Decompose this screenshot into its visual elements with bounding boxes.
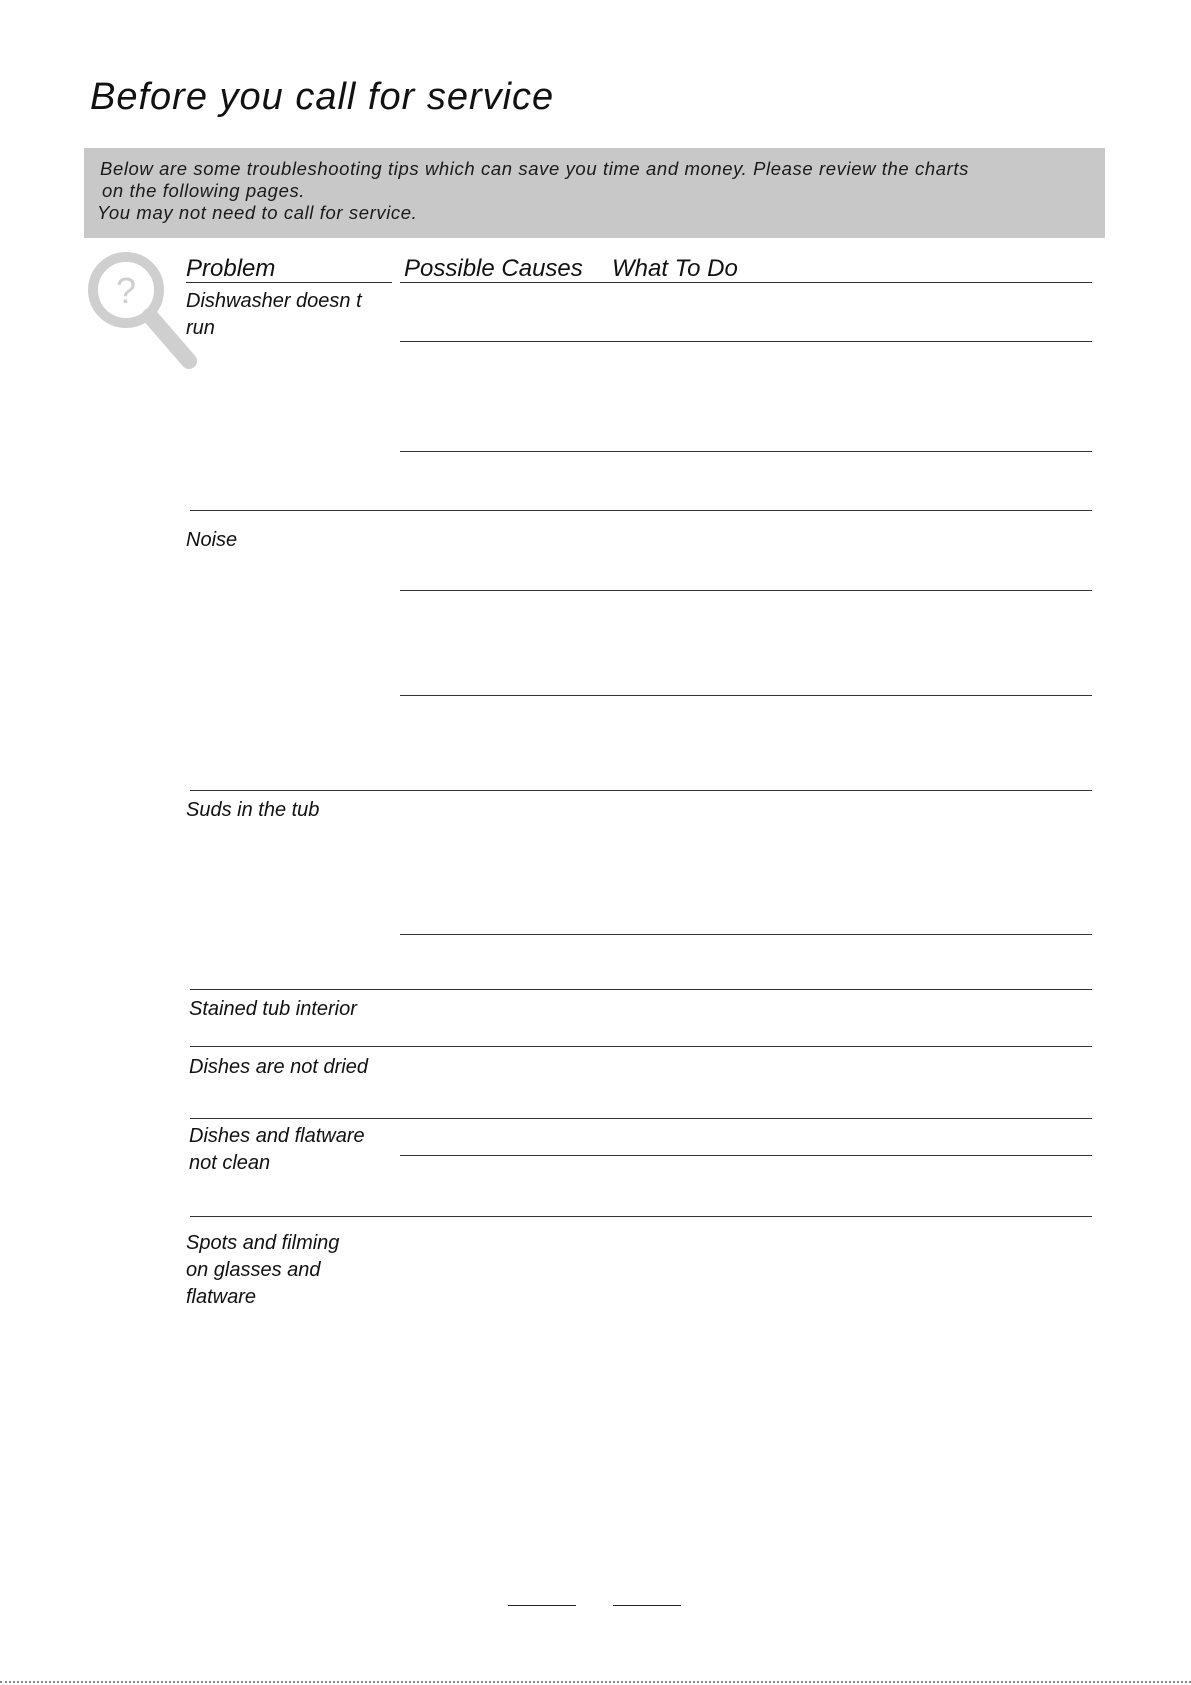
problem-noise <box>186 527 237 554</box>
problem-divider <box>190 790 1092 791</box>
problem-text: Dishes and flatware <box>189 1125 365 1147</box>
page-bottom-border <box>0 1681 1191 1683</box>
header-problem: Problem <box>186 255 276 282</box>
problem-text: flatware <box>186 1286 257 1308</box>
cause-divider <box>400 451 1092 452</box>
header-possible-causes: Possible Causes <box>404 255 583 282</box>
problem-dishwasher-doesnt-run <box>186 288 362 342</box>
problem-dishes-flatware-not-clean <box>189 1123 365 1177</box>
problem-text: Dishes are not dried <box>189 1056 368 1078</box>
problem-text: Suds in the tub <box>186 799 320 821</box>
problem-divider <box>190 510 1092 511</box>
problem-divider <box>190 989 1092 990</box>
intro-line-2: on the following pages. <box>102 180 306 201</box>
problem-text: Dishwasher doesn t <box>186 290 362 312</box>
cause-divider <box>400 341 1092 342</box>
intro-box <box>84 148 1105 238</box>
problem-text: Stained tub interior <box>189 998 357 1020</box>
problem-divider <box>190 1046 1092 1047</box>
problem-suds-in-tub <box>186 797 319 824</box>
intro-line-3: You may not need to call for service. <box>97 202 418 223</box>
problem-divider <box>190 1216 1092 1217</box>
cause-divider <box>400 934 1092 935</box>
problem-text: Noise <box>186 529 238 551</box>
problem-text: run <box>186 317 215 339</box>
cause-divider <box>400 695 1092 696</box>
cause-divider <box>400 1155 1092 1156</box>
footer-page-number-left <box>508 1605 576 1606</box>
header-rule-problem <box>186 282 392 283</box>
problem-spots-and-filming <box>186 1230 339 1311</box>
problem-divider <box>190 1118 1092 1119</box>
footer-page-number-right <box>613 1605 681 1606</box>
problem-stained-tub-interior <box>189 996 357 1023</box>
problem-text: on glasses and <box>186 1259 321 1281</box>
problem-text: Spots and filming <box>186 1232 340 1254</box>
problem-text: not clean <box>189 1152 271 1174</box>
intro-line-1: Below are some troubleshooting tips which can save you time and money. Please review the charts <box>100 158 970 179</box>
page-title: Before you call for service <box>90 76 555 118</box>
header-what-to-do: What To Do <box>612 255 738 282</box>
cause-divider <box>400 590 1092 591</box>
svg-text:?: ? <box>115 270 137 311</box>
header-rule-right <box>400 282 1092 283</box>
problem-dishes-not-dried <box>189 1054 368 1081</box>
